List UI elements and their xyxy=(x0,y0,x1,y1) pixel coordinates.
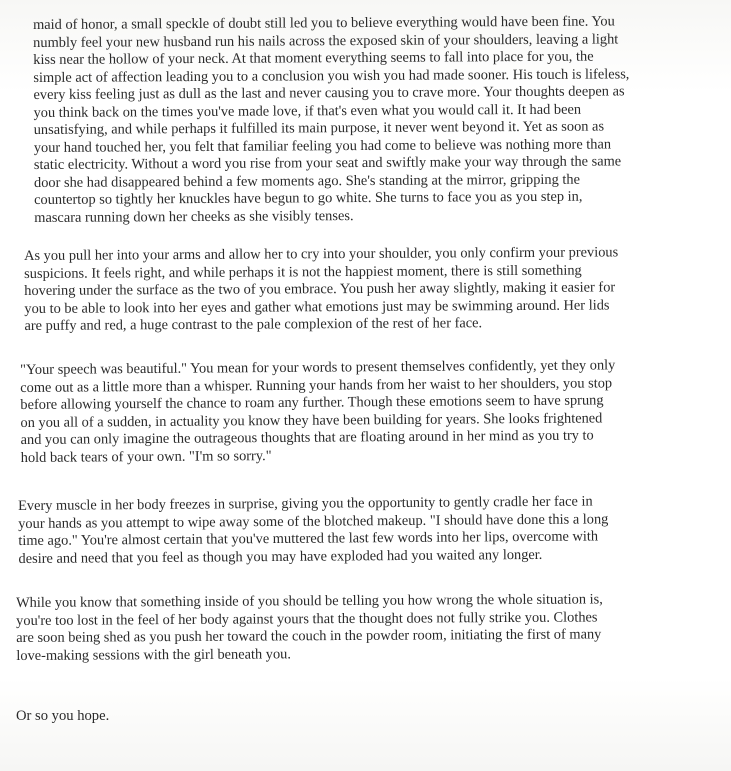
paragraph-1 xyxy=(33,13,630,227)
text-line: static electricity. Without a word you rise from your seat and swiftly make your way through the same xyxy=(33,153,622,173)
text-line: countertop so tightly her knuckles have begun to go white. She turns to face you as you step in, xyxy=(34,188,583,208)
paragraph-6 xyxy=(16,708,109,726)
text-line: While you know that something inside of you should be telling you how wrong the whole situation is, xyxy=(16,591,603,611)
text-line: hovering under the surface as the two of you embrace. You push her away slightly, making it easier for xyxy=(24,279,616,299)
text-line: suspicions. It feels right, and while perhaps it is not the happiest moment, there is still something xyxy=(24,262,582,282)
text-line: before allowing yourself the chance to roam any further. Though these emotions seem to have sprung xyxy=(20,392,604,413)
text-line: your hand touched her, you felt that familiar feeling you had come to believe was nothing more than xyxy=(33,135,612,156)
text-line: As you pull her into your arms and allow her to cry into your shoulder, you only confirm your previous xyxy=(24,244,619,264)
text-line: simple act of affection leading you to a conclusion you wish you had made sooner. His touch is lifeless, xyxy=(33,65,630,86)
text-line: door she had disappeared behind a few moments ago. She's standing at the mirror, gripping the xyxy=(33,171,580,191)
paragraph-3 xyxy=(20,357,616,467)
text-line: you to be able to look into her eyes and gather what emotions just may be swimming around. Her lids xyxy=(24,296,610,317)
text-line: are soon being shed as you push her toward the couch in the powder room, initiating the first of many xyxy=(16,626,602,646)
text-line: Or so you hope. xyxy=(16,708,110,724)
paragraph-4 xyxy=(18,493,609,568)
text-line: numbly feel your new husband run his nails across the exposed skin of your shoulders, leaving a light xyxy=(33,30,619,51)
text-line: Every muscle in her body freezes in surprise, giving you the opportunity to gently cradle her face in xyxy=(18,493,593,514)
text-line: you think back on the times you've made love, if that's even what you would call it. It had been xyxy=(33,101,582,121)
text-line: desire and need that you feel as though you may have exploded had you waited any longer. xyxy=(18,546,543,567)
text-line: mascara running down her cheeks as she visibly tenses. xyxy=(34,207,354,226)
text-line: every kiss feeling just as dull as the last and never causing you to crave more. Your thoughts deepen as xyxy=(33,83,625,103)
text-line: and you can only imagine the outrageous thoughts that are floating around in her mind as you try to xyxy=(20,427,594,448)
text-line: unsatisfying, and while perhaps it fulfilled its main purpose, it never went beyond it. Yet as soon as xyxy=(33,118,605,138)
text-line: "Your speech was beautiful." You mean for your words to present themselves confidently, yet they only xyxy=(20,357,616,378)
text-line: love-making sessions with the girl beneath you. xyxy=(16,645,291,664)
text-line: are puffy and red, a huge contrast to the pale complexion of the rest of her face. xyxy=(24,315,483,334)
text-line: kiss near the hollow of your neck. At that moment everything seems to fall into place for you, the xyxy=(33,48,594,68)
paragraph-2 xyxy=(24,244,619,335)
text-line: come out as a little more than a whisper. Running your hands from her waist to her shoulders, you stop xyxy=(20,374,613,396)
text-line: on you all of a sudden, in actuality you know they have been building for years. She looks frightened xyxy=(20,409,603,431)
text-line: hold back tears of your own. "I'm so sorry." xyxy=(20,447,272,466)
text-line: time ago." You're almost certain that you've muttered the last few words into her lips, overcome with xyxy=(18,528,599,549)
text-line: maid of honor, a small speckle of doubt still led you to believe everything would have been fine. You xyxy=(33,13,615,33)
text-line: your hands as you attempt to wipe away some of the blotched makeup. "I should have done this a long xyxy=(18,510,609,532)
paragraph-5 xyxy=(16,591,603,665)
text-line: you're too lost in the feel of her body against yours that the thought does not fully strike you. Clothes xyxy=(16,608,598,629)
